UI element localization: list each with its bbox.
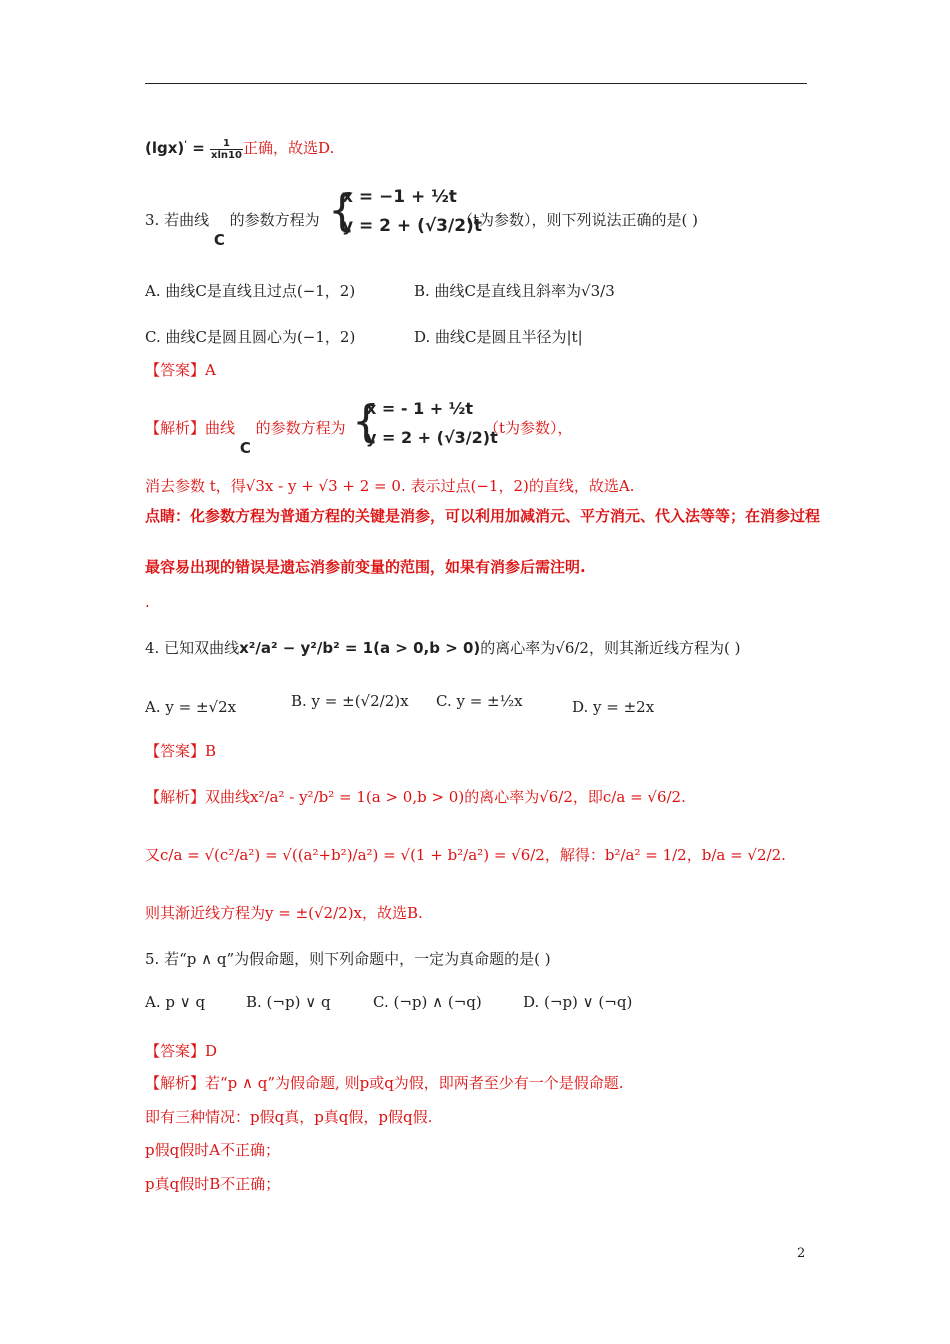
q5-option-d: D. (¬p) ∨ (¬q) (523, 993, 633, 1011)
q5-option-b: B. (¬p) ∨ q (246, 993, 331, 1011)
q4-analysis-3: 则其渐近线方程为y = ±(√2/2)x，故选B. (145, 904, 423, 922)
q3-analysis: 【解析】曲线 C 的参数方程为 (145, 419, 346, 457)
q5-analysis-2: 即有三种情况：p假q真，p真q假，p假q假. (145, 1108, 433, 1126)
q4-option-a: A. y = ±√2x (145, 698, 237, 716)
question-4-stem: 4. 已知双曲线x²/a² − y²/b² = 1(a > 0,b > 0)的离心率为√6/2，则其渐近线方程为( ) (145, 639, 741, 657)
question-3-system: { x = −1 + ½t y = 2 + (√3/2)t (328, 185, 482, 236)
question-3-stem: 3. 若曲线 C 的参数方程为 (145, 211, 320, 249)
q3-elimination: 消去参数 t，得√3x - y + √3 + 2 = 0. 表示过点(−1，2)的直线，故选A. (145, 477, 635, 495)
q3-option-c: C. 曲线C是圆且圆心为(−1，2) (145, 328, 356, 346)
q3-comment-2: 最容易出现的错误是遗忘消参前变量的范围，如果有消参后需注明. (145, 558, 586, 576)
q4-option-b: B. y = ±(√2/2)x (291, 692, 409, 710)
q4-option-c: C. y = ±½x (436, 692, 523, 710)
q4-analysis-1: 【解析】双曲线x²/a² - y²/b² = 1(a > 0,b > 0)的离心率为√6/2，即c/a = √6/2. (145, 788, 686, 806)
q3-option-b: B. 曲线C是直线且斜率为√3/3 (414, 282, 615, 300)
prev-line: (lgx)' = $\frac{1}{xln10}$ 正确，故选D. (145, 137, 335, 161)
q4-analysis-2: 又c/a = √(c²/a²) = √((a²+b²)/a²) = √(1 + b²/a²) = √6/2，解得：b²/a² = 1/2，b/a = √2/2. (145, 846, 786, 864)
q3-dot: . (145, 593, 150, 611)
page-number: 2 (797, 1246, 806, 1261)
q3-answer: 【答案】A (145, 361, 216, 379)
q5-analysis-1: 【解析】若“p ∧ q”为假命题, 则p或q为假，即两者至少有一个是假命题. (145, 1074, 624, 1092)
question-3-stem-end: （t为参数），则下列说法正确的是( ) (458, 211, 699, 229)
q5-answer: 【答案】D (145, 1042, 218, 1060)
q3-comment-1: 点睛：化参数方程为普通方程的关键是消参，可以利用加减消元、平方消元、代入法等等；在消参过程 (145, 507, 821, 525)
q3-analysis-end: （t为参数）， (484, 419, 573, 437)
q4-option-d: D. y = ±2x (572, 698, 655, 716)
q5-analysis-3: p假q假时A不正确； (145, 1141, 281, 1159)
q5-option-c: C. (¬p) ∧ (¬q) (373, 993, 482, 1011)
q4-answer: 【答案】B (145, 742, 217, 760)
q5-option-a: A. p ∨ q (145, 993, 206, 1011)
question-5-stem: 5. 若“p ∧ q”为假命题，则下列命题中，一定为真命题的是( ) (145, 950, 551, 968)
header-rule (145, 83, 807, 84)
q3-option-a: A. 曲线C是直线且过点(−1，2) (145, 282, 356, 300)
q3-analysis-system: { x = - 1 + ½t y = 2 + (√3/2)t (352, 396, 498, 447)
q5-analysis-4: p真q假时B不正确； (145, 1175, 281, 1193)
q3-option-d: D. 曲线C是圆且半径为|t| (414, 328, 583, 346)
